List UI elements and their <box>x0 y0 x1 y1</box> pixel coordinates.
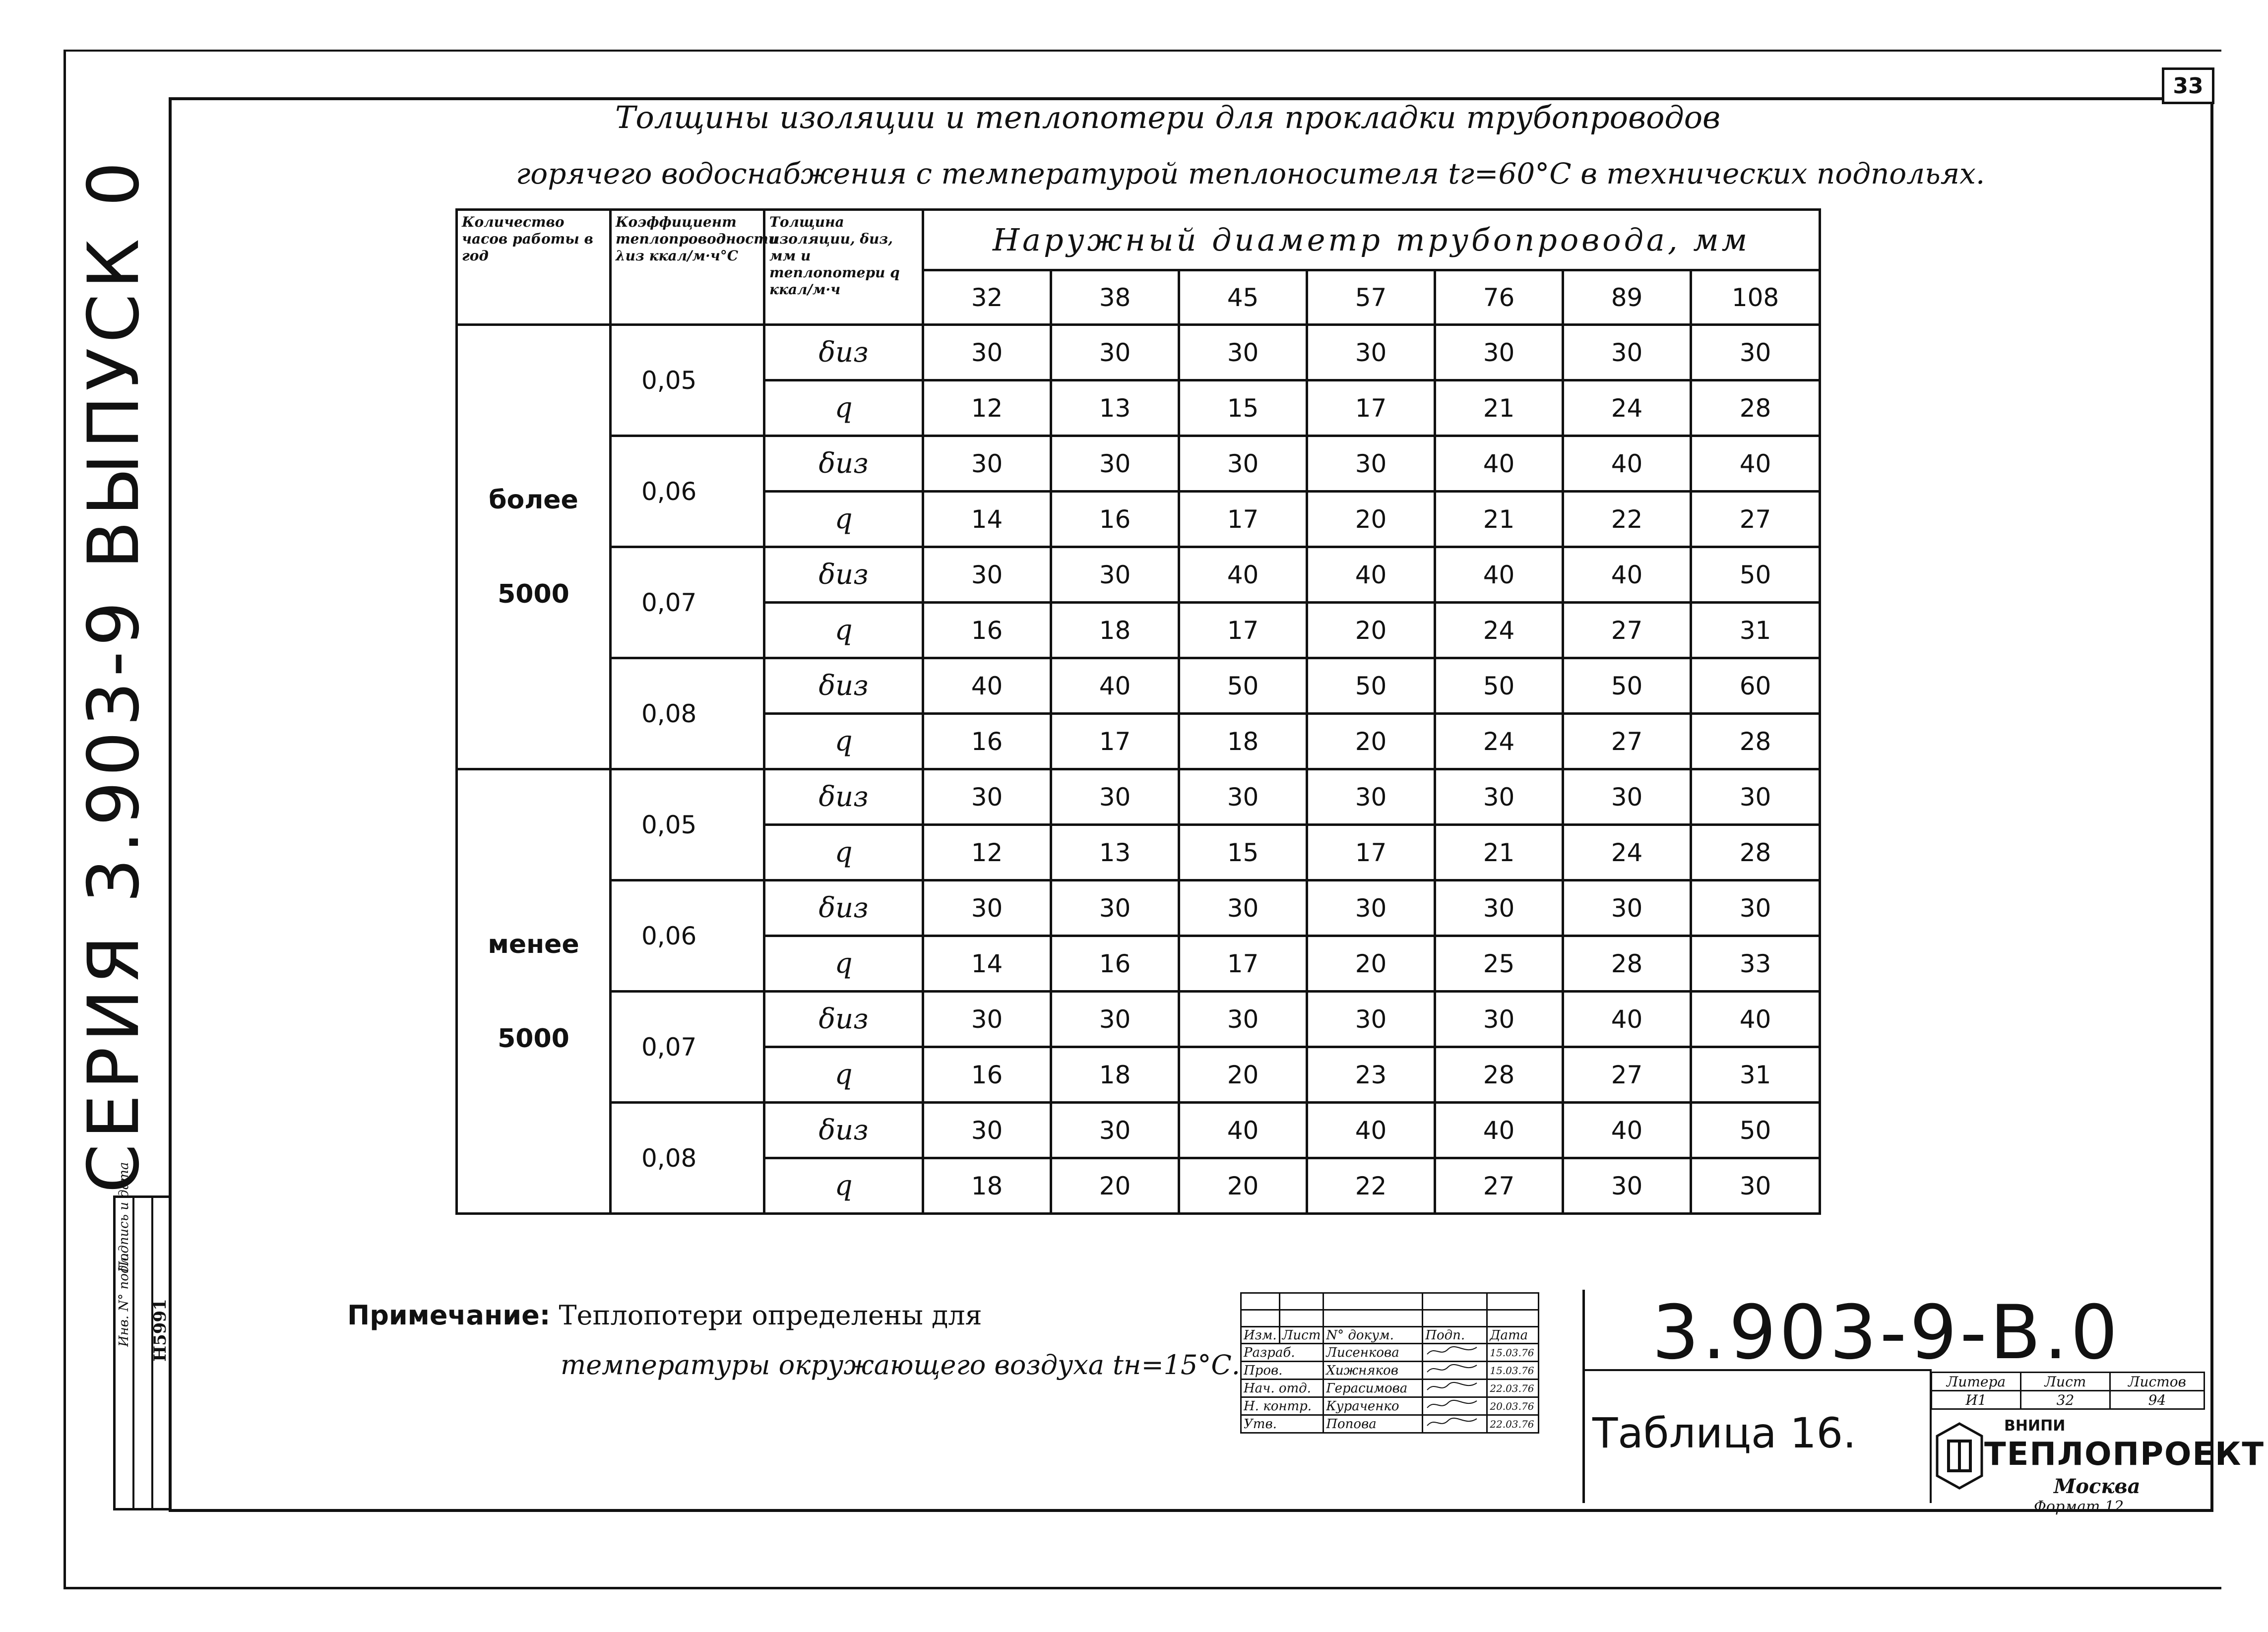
thickness-value: 30 <box>1307 992 1435 1047</box>
thickness-value: 30 <box>1563 880 1691 936</box>
thickness-value: 30 <box>923 547 1051 603</box>
thickness-value: 30 <box>1691 769 1820 825</box>
signature-mark <box>1423 1362 1487 1380</box>
note <box>347 1300 982 1331</box>
loss-symbol: q <box>764 714 923 769</box>
table-row <box>457 547 1820 603</box>
loss-value: 30 <box>1563 1158 1691 1214</box>
signature-date: 22.03.76 <box>1487 1380 1539 1397</box>
loss-value: 24 <box>1563 825 1691 880</box>
thickness-value: 30 <box>1563 769 1691 825</box>
loss-value: 12 <box>923 825 1051 880</box>
loss-value: 22 <box>1563 492 1691 547</box>
thickness-symbol: δиз <box>764 992 923 1047</box>
loss-value: 14 <box>923 936 1051 992</box>
thickness-value: 30 <box>1179 880 1307 936</box>
coef-cell: 0,08 <box>611 658 764 769</box>
signature-empty-cell <box>1241 1310 1280 1327</box>
thickness-value: 30 <box>923 880 1051 936</box>
loss-value: 28 <box>1691 714 1820 769</box>
loss-value: 20 <box>1179 1047 1307 1103</box>
signature-empty-cell <box>1279 1293 1323 1310</box>
diameter-header: Наружный диаметр трубопровода, мм <box>923 210 1820 270</box>
organization-logo <box>1935 1411 2265 1501</box>
sheets-value: 94 <box>2110 1391 2205 1409</box>
signature-empty-cell <box>1279 1310 1323 1327</box>
table-row <box>457 1103 1820 1158</box>
loss-value: 17 <box>1179 603 1307 658</box>
loss-value: 15 <box>1179 380 1307 436</box>
thickness-value: 30 <box>1307 436 1435 492</box>
diameter-cell: 108 <box>1691 270 1820 325</box>
loss-value: 17 <box>1307 825 1435 880</box>
loss-value: 16 <box>1051 492 1179 547</box>
loss-value: 21 <box>1435 492 1563 547</box>
page-number: 33 <box>2162 67 2214 104</box>
signature-header-cell: Дата <box>1487 1327 1539 1344</box>
thickness-value: 40 <box>1307 547 1435 603</box>
loss-value: 28 <box>1691 380 1820 436</box>
loss-value: 20 <box>1051 1158 1179 1214</box>
loss-symbol: q <box>764 380 923 436</box>
thickness-value: 30 <box>1051 769 1179 825</box>
diameter-cell: 76 <box>1435 270 1563 325</box>
loss-value: 16 <box>923 1047 1051 1103</box>
loss-value: 20 <box>1307 714 1435 769</box>
table-row <box>457 658 1820 714</box>
coef-cell: 0,05 <box>611 769 764 880</box>
loss-value: 30 <box>1691 1158 1820 1214</box>
sheets-label: Листов <box>2110 1373 2205 1391</box>
loss-symbol: q <box>764 825 923 880</box>
thickness-header: Толщина изоляции, δиз, мм и теплопотери q ккал/м·ч <box>764 210 923 325</box>
loss-value: 17 <box>1051 714 1179 769</box>
table-row <box>457 992 1820 1047</box>
loss-symbol: q <box>764 492 923 547</box>
thickness-value: 30 <box>1307 769 1435 825</box>
title-line-2: горячего водоснабжения с температурой теплоносителя tг=60°С в технических подпольях. <box>516 157 1985 190</box>
thickness-symbol: δиз <box>764 547 923 603</box>
note-label: Примечание: <box>347 1300 551 1331</box>
loss-value: 27 <box>1563 1047 1691 1103</box>
loss-value: 21 <box>1435 380 1563 436</box>
signature-date: 15.03.76 <box>1487 1362 1539 1380</box>
thickness-value: 40 <box>1307 1103 1435 1158</box>
thickness-value: 40 <box>1179 547 1307 603</box>
handwritten-signature-icon <box>1425 1362 1480 1375</box>
thickness-value: 30 <box>1051 1103 1179 1158</box>
thickness-value: 40 <box>1691 436 1820 492</box>
loss-value: 17 <box>1179 936 1307 992</box>
handwritten-signature-icon <box>1425 1398 1480 1411</box>
thickness-value: 30 <box>923 769 1051 825</box>
thickness-value: 50 <box>1435 658 1563 714</box>
thickness-value: 30 <box>1307 880 1435 936</box>
hours-group-bottom: 5000 <box>498 1023 569 1054</box>
loss-symbol: q <box>764 603 923 658</box>
coef-cell: 0,07 <box>611 992 764 1103</box>
org-city: Москва <box>2054 1475 2141 1498</box>
thickness-value: 40 <box>1563 1103 1691 1158</box>
thickness-value: 30 <box>1051 325 1179 380</box>
thickness-value: 40 <box>923 658 1051 714</box>
letter-sheet-table <box>1931 1372 2205 1410</box>
handwritten-signature-icon <box>1425 1344 1480 1357</box>
loss-value: 18 <box>1051 1047 1179 1103</box>
signature-header-cell: N° докум. <box>1323 1327 1423 1344</box>
thickness-value: 30 <box>1691 880 1820 936</box>
document-code: 3.903-9-В.0 <box>1652 1290 2121 1376</box>
sign-label: Подпись и дата <box>117 1162 131 1272</box>
thickness-value: 40 <box>1563 547 1691 603</box>
table-row <box>457 436 1820 492</box>
diameter-cell: 89 <box>1563 270 1691 325</box>
loss-value: 21 <box>1435 825 1563 880</box>
thickness-value: 30 <box>923 436 1051 492</box>
signature-empty-cell <box>1323 1310 1423 1327</box>
hours-group-cell <box>457 325 611 769</box>
letter-label: Литера <box>1932 1373 2021 1391</box>
signature-date: 15.03.76 <box>1487 1344 1539 1362</box>
thickness-value: 50 <box>1691 1103 1820 1158</box>
loss-value: 31 <box>1691 1047 1820 1103</box>
signature-name: Попова <box>1323 1415 1423 1433</box>
diameter-cell: 57 <box>1307 270 1435 325</box>
diameter-cell: 45 <box>1179 270 1307 325</box>
thickness-value: 30 <box>1435 325 1563 380</box>
sheet-label: Лист <box>2021 1373 2110 1391</box>
diameter-cell: 38 <box>1051 270 1179 325</box>
thickness-value: 40 <box>1691 992 1820 1047</box>
signature-empty-cell <box>1423 1310 1487 1327</box>
thickness-value: 30 <box>1435 992 1563 1047</box>
hours-header: Количество часов работы в год <box>457 210 611 325</box>
series-label <box>73 156 155 1193</box>
loss-value: 24 <box>1435 714 1563 769</box>
thickness-value: 30 <box>1051 880 1179 936</box>
loss-value: 20 <box>1307 603 1435 658</box>
loss-value: 22 <box>1307 1158 1435 1214</box>
coef-header: Коэффициент теплопроводности λиз ккал/м·ч°С <box>611 210 764 325</box>
inv-number: Н5991 <box>150 1299 170 1362</box>
handwritten-signature-icon <box>1425 1416 1480 1429</box>
note-line-2: температуры окружающего воздуха tн=15°С. <box>561 1349 1240 1381</box>
loss-value: 16 <box>923 714 1051 769</box>
hours-group-bottom: 5000 <box>498 579 569 609</box>
signature-role: Пров. <box>1241 1362 1323 1380</box>
thickness-value: 30 <box>1435 880 1563 936</box>
loss-value: 16 <box>1051 936 1179 992</box>
signature-role: Разраб. <box>1241 1344 1323 1362</box>
coef-cell: 0,06 <box>611 880 764 992</box>
signature-block <box>1240 1292 1539 1434</box>
loss-value: 27 <box>1435 1158 1563 1214</box>
title-line-1: Толщины изоляции и теплопотери для прокладки трубопроводов <box>615 99 1721 135</box>
signature-date: 20.03.76 <box>1487 1397 1539 1415</box>
loss-value: 24 <box>1563 380 1691 436</box>
loss-value: 27 <box>1563 714 1691 769</box>
loss-value: 20 <box>1307 936 1435 992</box>
series-label-text: СЕРИЯ 3.903-9 ВЫПУСК 0 <box>73 156 155 1193</box>
loss-value: 13 <box>1051 380 1179 436</box>
loss-symbol: q <box>764 936 923 992</box>
table-row <box>457 325 1820 380</box>
thickness-value: 60 <box>1691 658 1820 714</box>
note-line-1: Теплопотери определены для <box>559 1300 982 1331</box>
loss-value: 20 <box>1179 1158 1307 1214</box>
loss-value: 20 <box>1307 492 1435 547</box>
signature-date: 22.03.76 <box>1487 1415 1539 1433</box>
thickness-symbol: δиз <box>764 1103 923 1158</box>
table-row <box>457 880 1820 936</box>
thickness-value: 30 <box>1563 325 1691 380</box>
org-name: ТЕПЛОПРОЕКТ <box>1984 1436 2265 1473</box>
thickness-value: 40 <box>1051 658 1179 714</box>
signature-role: Нач. отд. <box>1241 1380 1323 1397</box>
thickness-value: 30 <box>923 1103 1051 1158</box>
insulation-table <box>455 208 1821 1215</box>
thickness-symbol: δиз <box>764 325 923 380</box>
thickness-value: 30 <box>1307 325 1435 380</box>
signature-mark <box>1423 1415 1487 1433</box>
thickness-value: 30 <box>923 325 1051 380</box>
signature-role: Утв. <box>1241 1415 1323 1433</box>
loss-value: 27 <box>1563 603 1691 658</box>
signature-header-cell: Подп. <box>1423 1327 1487 1344</box>
signature-empty-cell <box>1323 1293 1423 1310</box>
loss-value: 33 <box>1691 936 1820 992</box>
signature-header-cell: Лист <box>1279 1327 1323 1344</box>
thickness-value: 30 <box>1691 325 1820 380</box>
signature-name: Лисенкова <box>1323 1344 1423 1362</box>
table-row <box>457 769 1820 825</box>
thickness-value: 30 <box>1179 769 1307 825</box>
table-name: Таблица 16. <box>1592 1409 1856 1457</box>
loss-value: 24 <box>1435 603 1563 658</box>
org-short: ВНИПИ <box>2004 1417 2066 1435</box>
loss-value: 12 <box>923 380 1051 436</box>
thickness-value: 50 <box>1691 547 1820 603</box>
loss-value: 17 <box>1307 380 1435 436</box>
coef-cell: 0,07 <box>611 547 764 658</box>
signature-empty-cell <box>1487 1310 1539 1327</box>
loss-value: 18 <box>1051 603 1179 658</box>
thickness-value: 50 <box>1307 658 1435 714</box>
thickness-value: 30 <box>1051 436 1179 492</box>
loss-value: 13 <box>1051 825 1179 880</box>
coef-cell: 0,06 <box>611 436 764 547</box>
loss-value: 17 <box>1179 492 1307 547</box>
loss-symbol: q <box>764 1047 923 1103</box>
thickness-symbol: δиз <box>764 658 923 714</box>
thickness-symbol: δиз <box>764 769 923 825</box>
signature-role: Н. контр. <box>1241 1397 1323 1415</box>
loss-value: 27 <box>1691 492 1820 547</box>
thickness-value: 30 <box>1051 992 1179 1047</box>
hours-group-cell <box>457 769 611 1214</box>
signature-mark <box>1423 1397 1487 1415</box>
thickness-value: 40 <box>1563 436 1691 492</box>
signature-name: Герасимова <box>1323 1380 1423 1397</box>
thickness-value: 30 <box>1179 436 1307 492</box>
thickness-value: 30 <box>1179 992 1307 1047</box>
inv-label: Инв. N° подл. <box>117 1253 131 1347</box>
loss-value: 23 <box>1307 1047 1435 1103</box>
teploproekt-emblem-icon <box>1935 1421 1984 1491</box>
thickness-symbol: δиз <box>764 436 923 492</box>
loss-value: 15 <box>1179 825 1307 880</box>
coef-cell: 0,05 <box>611 325 764 436</box>
signature-name: Хижняков <box>1323 1362 1423 1380</box>
thickness-value: 40 <box>1435 547 1563 603</box>
loss-value: 14 <box>923 492 1051 547</box>
letter-value: И1 <box>1932 1391 2021 1409</box>
thickness-value: 30 <box>1435 769 1563 825</box>
loss-value: 18 <box>1179 714 1307 769</box>
loss-value: 18 <box>923 1158 1051 1214</box>
thickness-value: 40 <box>1435 1103 1563 1158</box>
handwritten-signature-icon <box>1425 1380 1480 1393</box>
loss-value: 16 <box>923 603 1051 658</box>
thickness-value: 30 <box>923 992 1051 1047</box>
hours-group-top: более <box>489 485 578 515</box>
signature-mark <box>1423 1380 1487 1397</box>
thickness-value: 40 <box>1179 1103 1307 1158</box>
loss-value: 28 <box>1435 1047 1563 1103</box>
thickness-value: 30 <box>1051 547 1179 603</box>
loss-symbol: q <box>764 1158 923 1214</box>
thickness-value: 50 <box>1179 658 1307 714</box>
thickness-symbol: δиз <box>764 880 923 936</box>
thickness-value: 30 <box>1179 325 1307 380</box>
thickness-value: 40 <box>1563 992 1691 1047</box>
format-label: Формат 12 <box>2034 1498 2124 1515</box>
signature-empty-cell <box>1423 1293 1487 1310</box>
loss-value: 28 <box>1691 825 1820 880</box>
loss-value: 25 <box>1435 936 1563 992</box>
sheet-value: 32 <box>2021 1391 2110 1409</box>
signature-empty-cell <box>1487 1293 1539 1310</box>
hours-group-top: менее <box>488 929 579 959</box>
loss-value: 28 <box>1563 936 1691 992</box>
side-stamp <box>113 1162 172 1510</box>
signature-empty-cell <box>1241 1293 1280 1310</box>
diameter-cell: 32 <box>923 270 1051 325</box>
signature-name: Кураченко <box>1323 1397 1423 1415</box>
signature-mark <box>1423 1344 1487 1362</box>
thickness-value: 50 <box>1563 658 1691 714</box>
thickness-value: 40 <box>1435 436 1563 492</box>
loss-value: 31 <box>1691 603 1820 658</box>
coef-cell: 0,08 <box>611 1103 764 1214</box>
signature-header-cell: Изм. <box>1241 1327 1280 1344</box>
